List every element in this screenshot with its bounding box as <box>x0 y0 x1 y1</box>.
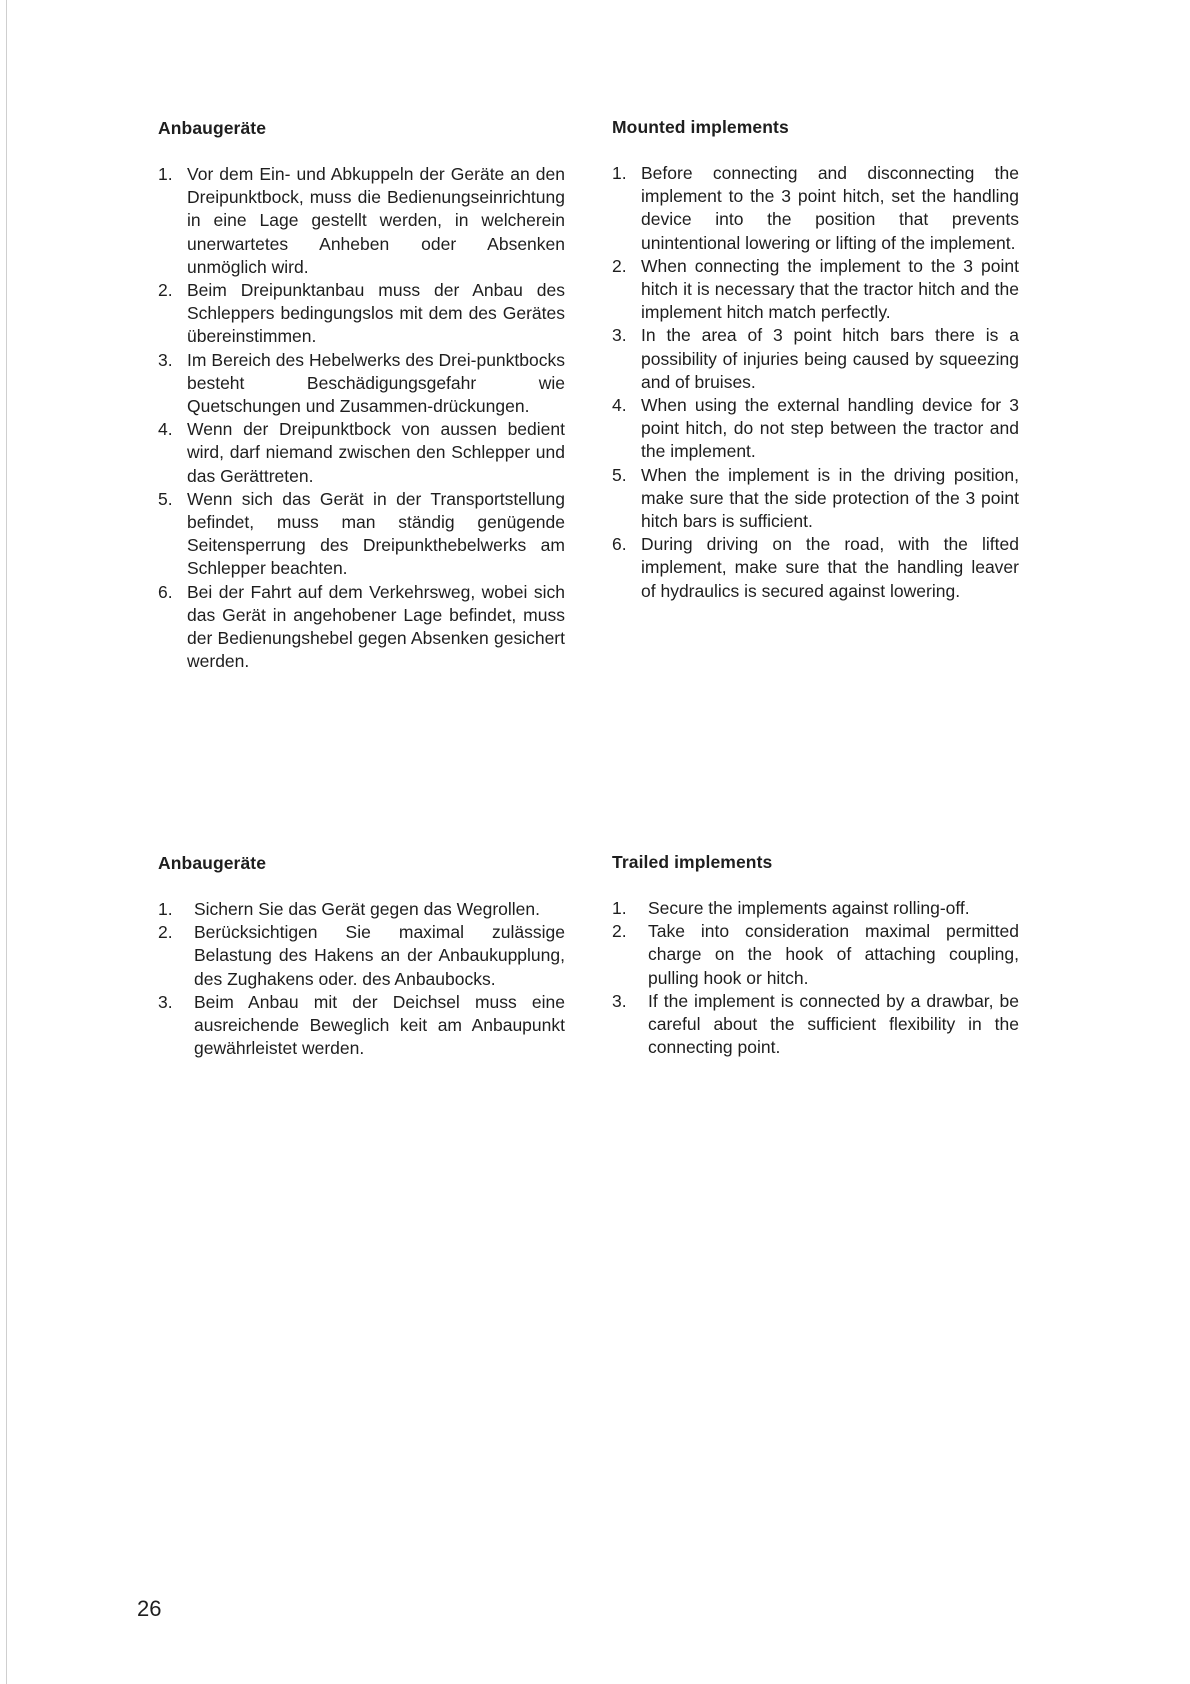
item-number: 4. <box>612 395 627 416</box>
item-number: 1. <box>612 163 627 183</box>
section-trailed-de <box>158 852 565 1060</box>
item-number: 2. <box>158 922 173 943</box>
item-text: Wenn der Dreipunktbock von aussen bedient wird, darf niemand zwischen den Schlepper und das Gerättreten. <box>187 419 565 486</box>
section-heading: Mounted implements <box>612 117 789 137</box>
instruction-list <box>612 162 1019 603</box>
item-number: 1. <box>158 899 173 919</box>
item-number: 2. <box>612 921 627 942</box>
item-text: When using the external handling device for 3 point hitch, do not step between the tractor and the implement. <box>641 395 1019 462</box>
list-item <box>158 921 565 991</box>
list-item <box>158 349 565 419</box>
list-item <box>158 581 565 674</box>
instruction-list <box>612 897 1019 1059</box>
item-text: Take into consideration maximal permitted charge on the hook of attaching coupling, pulling hook or hitch. <box>648 921 1019 988</box>
section-trailed-en <box>612 851 1019 1059</box>
item-number: 6. <box>158 581 173 602</box>
list-item <box>612 394 1019 464</box>
list-item <box>612 990 1019 1060</box>
item-text: Im Bereich des Hebelwerks des Drei-punktbocks besteht Beschädigungsgefahr wie Quetschungen und Zusammen-drückungen. <box>187 349 565 417</box>
list-item <box>612 897 1019 920</box>
section-mounted-en <box>612 116 1019 603</box>
item-text: Beim Dreipunktanbau muss der Anbau des Schleppers bedingungslos mit dem des Gerätes übereinstimmen. <box>187 280 565 347</box>
item-number: 1. <box>158 164 173 184</box>
list-item <box>158 898 565 921</box>
section-heading: Anbaugeräte <box>158 118 267 138</box>
item-text: When the implement is in the driving position, make sure that the side protection of the 3 point hitch bars is sufficient. <box>641 464 1019 532</box>
list-item <box>612 464 1019 534</box>
list-item <box>158 488 565 581</box>
item-text: Berücksichtigen Sie maximal zulässige Belastung des Hakens an der Anbaukupplung, des Zughakens oder. des Anbaubocks. <box>194 922 565 989</box>
item-text: Before connecting and disconnecting the implement to the 3 point hitch, set the handling device into the position that prevents unintentional lowering or lifting of the implement. <box>641 163 1019 253</box>
list-item <box>612 533 1019 603</box>
section-heading: Anbaugeräte <box>158 853 267 873</box>
item-text: In the area of 3 point hitch bars there is a possibility of injuries being caused by squeezing and of bruises. <box>641 325 1019 392</box>
item-text: Bei der Fahrt auf dem Verkehrsweg, wobei sich das Gerät in angehobener Lage befindet, muss der Bedienungshebel gegen Absenken gesichert werden. <box>187 581 565 672</box>
item-number: 3. <box>158 991 173 1012</box>
list-item <box>158 279 565 349</box>
item-text: Sichern Sie das Gerät gegen das Wegrollen. <box>194 899 540 919</box>
item-number: 4. <box>158 419 173 440</box>
item-number: 5. <box>158 488 173 509</box>
item-text: Vor dem Ein- und Abkuppeln der Geräte an den Dreipunktbock, muss die Bedienungseinrichtung in eine Lage gestellt werden, in welcherein unerwartetes Anheben oder Absenken unmöglich wird. <box>187 164 565 277</box>
list-item <box>612 162 1019 255</box>
item-number: 1. <box>612 898 627 918</box>
item-text: Secure the implements against rolling-off. <box>648 898 970 918</box>
item-text: Wenn sich das Gerät in der Transportstellung befindet, muss man ständig genügende Seitensperrung des Dreipunkthebelwerks am Schlepper beachten. <box>187 488 565 579</box>
item-number: 5. <box>612 464 627 485</box>
item-text: Beim Anbau mit der Deichsel muss eine ausreichende Beweglich keit am Anbaupunkt gewährleistet werden. <box>194 991 565 1059</box>
page-number: 26 <box>137 1596 162 1621</box>
item-text: When connecting the implement to the 3 point hitch it is necessary that the tractor hitch and the implement hitch match perfectly. <box>641 255 1019 323</box>
section-mounted-de <box>158 117 565 673</box>
list-item <box>612 324 1019 394</box>
list-item <box>158 991 565 1061</box>
item-number: 3. <box>612 990 627 1011</box>
list-item <box>158 163 565 279</box>
item-number: 3. <box>612 325 627 346</box>
item-text: During driving on the road, with the lifted implement, make sure that the handling leaver of hydraulics is secured against lowering. <box>641 534 1019 601</box>
list-item <box>612 255 1019 325</box>
page-edge-line <box>6 0 7 1684</box>
item-number: 2. <box>612 255 627 276</box>
item-number: 2. <box>158 280 173 301</box>
list-item <box>158 418 565 488</box>
instruction-list <box>158 163 565 673</box>
instruction-list <box>158 898 565 1060</box>
list-item <box>612 920 1019 990</box>
item-number: 3. <box>158 349 173 370</box>
item-number: 6. <box>612 534 627 555</box>
section-heading: Trailed implements <box>612 852 773 872</box>
item-text: If the implement is connected by a drawbar, be careful about the sufficient flexibility in the connecting point. <box>648 990 1019 1058</box>
